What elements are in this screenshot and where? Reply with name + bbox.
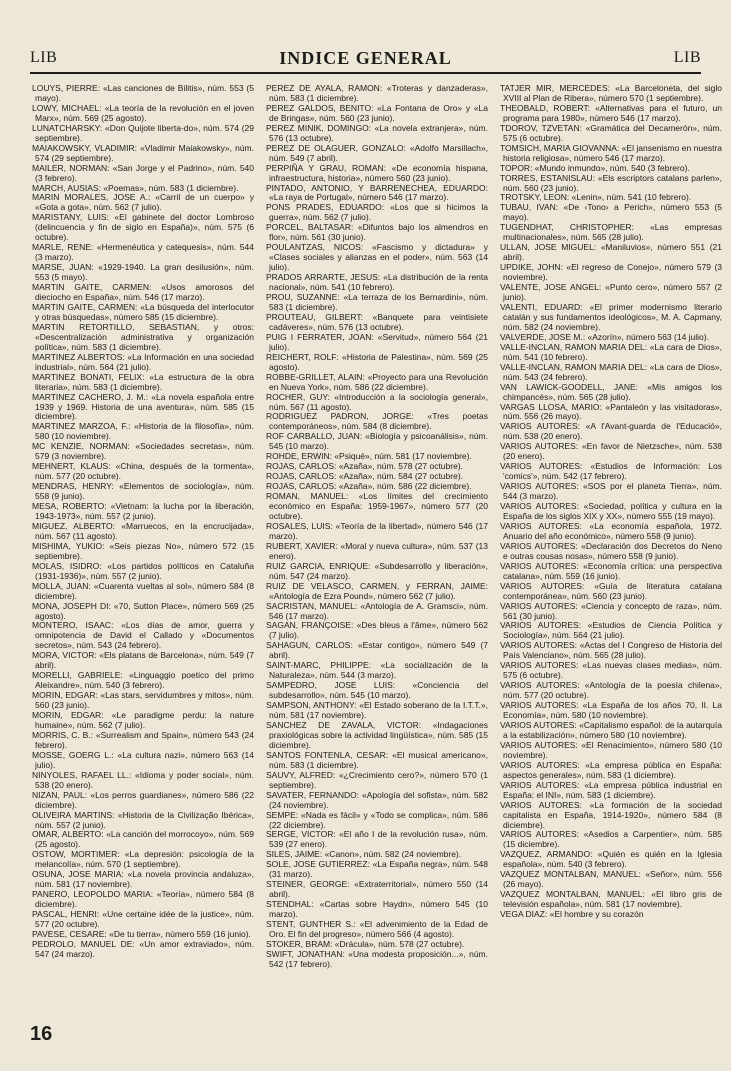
- index-entry: SOLE, JOSE GUTIERREZ: «La España negra», núm. 548 (31 marzo).: [266, 859, 488, 880]
- index-entry: SAMPSON, ANTHONY: «El Estado soberano de la I.T.T.», núm. 581 (17 noviembre).: [266, 700, 488, 721]
- index-entry: MAILER, NORMAN: «San Jorge y el Padrino», núm. 540 (3 febrero).: [32, 162, 254, 183]
- index-entry: ROJAS, CARLOS: «Azaña», núm. 584 (27 octubre).: [266, 471, 464, 482]
- header-rule: [30, 72, 701, 74]
- index-entry: ROJAS, CARLOS: «Azaña», núm. 586 (22 diciembre).: [266, 481, 472, 492]
- index-entry: STENT, GUNTHER S.: «El advenimiento de la Edad de Oro. El fin del progreso», número 566 (4 agosto).: [266, 919, 488, 940]
- index-column-2: [266, 84, 488, 970]
- index-entry: VARIOS AUTORES: «A l'Avant-guarda de l'Educació», núm. 538 (20 enero).: [500, 421, 722, 442]
- index-entry: PRADOS ARRARTE, JESUS: «La distribución de la renta nacional», núm. 541 (10 febrero).: [266, 272, 488, 293]
- index-entry: OLIVEIRA MARTINS: «Historia de la Civilização Ibérica», núm. 557 (2 junio).: [32, 809, 254, 830]
- index-entry: VARIOS AUTORES: «Declaración dos Decretos do Neno e outras cousas nosas», número 558 (9 junio).: [500, 540, 722, 561]
- index-entry: SAHAGUN, CARLOS: «Estar contigo», número 549 (7 abril).: [266, 640, 488, 661]
- index-entry: VARIOS AUTORES: «SOS por el planeta Tierra», núm. 544 (3 marzo).: [500, 481, 722, 502]
- index-entry: MISHIMA, YUKIO: «Seis piezas No», número 572 (15 septiembre).: [32, 540, 254, 561]
- index-entry: MARSE, JUAN: «1929-1940. La gran desilusión», núm. 553 (5 mayo).: [32, 262, 254, 283]
- index-entry: RODRIGUEZ PADRON, JORGE: «Tres poetas contemporáneos», núm. 584 (8 diciembre).: [266, 411, 488, 432]
- index-column-1: [32, 84, 254, 970]
- index-entry: VALLE-INCLAN, RAMON MARIA DEL: «La cara de Dios», núm. 543 (24 febrero).: [500, 361, 722, 382]
- index-entry: MC KENZIE, NORMAN: «Sociedades secretas», núm. 579 (3 noviembre).: [32, 441, 254, 462]
- index-entry: ULLAN, JOSE MIGUEL: «Maniluvios», número 551 (21 abril).: [500, 242, 722, 263]
- index-entry: PASCAL, HENRI: «Une certaine idée de la justice», núm. 577 (20 octubre).: [32, 909, 254, 930]
- index-entry: MARLE, RENE: «Hermenéutica y catequesis», núm. 544 (3 marzo).: [32, 242, 254, 263]
- index-entry: MARIN MORALES, JOSE A.: «Carril de un cuerpo» y «Gota a gota», núm. 562 (7 julio).: [32, 192, 254, 213]
- index-entry: VARIOS AUTORES: «La España de los años 70, II. La Economía», núm. 580 (10 noviembre).: [500, 700, 722, 721]
- index-entry: SAUVY, ALFRED: «¿Crecimiento cero?», número 570 (1 septiembre).: [266, 769, 488, 790]
- index-entry: VARIOS AUTORES: «Sociedad, política y cultura en la España de los siglos XIX y XX», número 555 (19 mayo).: [500, 501, 722, 521]
- index-entry: SAMPEDRO, JOSE LUIS: «Conciencia del subdesarrollo», núm. 545 (10 marzo).: [266, 680, 488, 701]
- index-entry: STOKER, BRAM: «Drácula», núm. 578 (27 octubre).: [266, 938, 465, 949]
- index-entry: ROF CARBALLO, JUAN: «Biología y psicoanálisis», núm. 545 (10 marzo).: [266, 431, 488, 452]
- index-entry: SEMPE: «Nada es fácil» y «Todo se complica», núm. 586 (22 diciembre).: [266, 809, 488, 830]
- index-entry: VARIOS AUTORES: «Estudios de Información: Los 'comics'», núm. 542 (17 febrero).: [500, 461, 722, 482]
- index-entry: PORCEL, BALTASAR: «Difuntos bajo los almendros en flor», núm. 561 (30 junio).: [266, 222, 488, 243]
- index-entry: OSTOW, MORTIMER: «La depresión: psicología de la melancolía», núm. 570 (1 septiembre).: [32, 849, 254, 870]
- index-entry: PERPIÑA Y GRAU, ROMAN: «De economía hispana, infraestructura, historia», número 560 (23 junio).: [266, 162, 488, 183]
- index-entry: TUBAU, IVAN: «De ‹Tono› a Perich», número 553 (5 mayo).: [500, 202, 722, 223]
- index-entry: ROBBE-GRILLET, ALAIN: «Proyecto para una Revolución en Nueva York», núm. 586 (22 diciembre).: [266, 371, 488, 392]
- index-entry: LOUYS, PIERRE: «Las canciones de Bilitis», núm. 553 (5 mayo).: [32, 83, 254, 103]
- index-entry: LOWY, MICHAEL: «La teoría de la revolución en el joven Marx», núm. 569 (25 agosto).: [32, 102, 254, 123]
- page-number: 16: [30, 1023, 53, 1045]
- index-entry: TOPOR: «Mundo inmundo», núm. 540 (3 febrero).: [500, 162, 690, 173]
- index-entry: RUBERT, XAVIER: «Moral y nueva cultura», núm. 537 (13 enero).: [266, 540, 488, 561]
- index-entry: VAN LAWICK-GOODELL, JANE: «Mis amigos los chimpancés», núm. 565 (28 julio).: [500, 381, 722, 402]
- index-entry: VARIOS AUTORES: «Actas del I Congreso de Historia del País Valenciano», núm. 565 (28 julio).: [500, 640, 722, 661]
- index-entry: NINYOLES, RAFAEL LL.: «Idioma y poder social», núm. 538 (20 enero).: [32, 769, 254, 790]
- index-entry: PEREZ GALDOS, BENITO: «La Fontana de Oro» y «La de Bringas», núm. 560 (23 junio).: [266, 102, 488, 123]
- index-entry: TUGENDHAT, CHRISTOPHER: «Las empresas multinacionales», núm. 565 (28 julio).: [500, 222, 722, 243]
- index-entry: RUIZ DE VELASCO, CARMEN, y FERRAN, JAIME: «Antología de Ezra Pound», número 562 (7 julio).: [266, 580, 488, 601]
- index-entry: MARTIN GAITE, CARMEN: «Usos amorosos del dieciocho en España», núm. 546 (17 marzo).: [32, 282, 254, 303]
- index-entry: TDOROV, TZVETAN: «Gramática del Decamerón», núm. 575 (6 octubre).: [500, 122, 722, 143]
- index-entry: PEREZ MINIK, DOMINGO: «La novela extranjera», núm. 576 (13 octubre).: [266, 122, 488, 143]
- index-entry: THEOBALD, ROBERT: «Alternativas para el futuro, un programa para 1980», número 546 (17 marzo).: [500, 102, 722, 123]
- index-entry: VARIOS AUTORES: «Las nuevas clases medias», núm. 575 (6 octubre).: [500, 660, 722, 681]
- running-header: [30, 46, 701, 70]
- index-entry: MARTINEZ MARZOA, F.: «Historia de la filosofía», núm. 580 (10 noviembre).: [32, 421, 254, 442]
- index-entry: MONTERO, ISAAC: «Los días de amor, guerra y omnipotencia de David el Callado y «Documentos secretos», núm. 543 (24 febrero).: [32, 620, 254, 651]
- header-left-guideword: LIB: [30, 49, 58, 66]
- index-entry: MOLAS, ISIDRO: «Los partidos políticos en Cataluña (1931-1936)», núm. 557 (2 junio).: [32, 560, 254, 581]
- index-entry: MENDRAS, HENRY: «Elementos de sociología», núm. 558 (9 junio).: [32, 481, 254, 502]
- index-entry: UPDIKE, JOHN: «El regreso de Conejo», número 579 (3 noviembre).: [500, 262, 722, 283]
- index-entry: TROTSKY, LEON: «Lenin», núm. 541 (10 febrero).: [500, 192, 692, 203]
- index-entry: SANTOS FONTENLA, CESAR: «El musical americano», núm. 583 (1 diciembre).: [266, 749, 488, 770]
- index-entry: PROU, SUZANNE: «La terraza de los Bernardini», núm. 583 (1 diciembre).: [266, 292, 488, 312]
- index-entry: POULANTZAS, NICOS: «Fascismo y dictadura» y «Clases sociales y alianzas en el poder», núm. 563 (14 julio).: [266, 242, 488, 273]
- index-entry: MONA, JOSEPH DI: «70, Sutton Place», número 569 (25 agosto).: [32, 600, 254, 621]
- index-entry: ROHDE, ERWIN: «Psiqué», núm. 581 (17 noviembre).: [266, 451, 472, 462]
- index-entry: STEINER, GEORGE: «Extraterritorial», número 550 (14 abril).: [266, 879, 488, 900]
- index-entry: OMAR, ALBERTO: «La canción del morrocoyo», núm. 569 (25 agosto).: [32, 829, 254, 850]
- index-entry: VARIOS AUTORES: «En favor de Nietzsche», núm. 538 (20 enero).: [500, 441, 722, 462]
- index-entry: VALVERDE, JOSE M.: «Azorín», número 563 (14 julio).: [500, 331, 709, 342]
- index-entry: VARIOS AUTORES: «Estudios de Ciencia Política y Sociología», núm. 564 (21 julio).: [500, 620, 722, 641]
- index-columns: [32, 84, 722, 970]
- index-entry: MARCH, AUSIAS: «Poemas», núm. 583 (1 diciembre).: [32, 182, 239, 193]
- index-entry: TATJER MIR, MERCEDES: «La Barceloneta, del siglo XVIII al Plan de Ribera», número 570 (1 septiembre).: [500, 83, 722, 103]
- index-entry: PINTADO, ANTONIO, Y BARRENECHEA, EDUARDO: «La raya de Portugal», número 546 (17 marzo).: [266, 182, 488, 203]
- index-entry: MIGUEZ, ALBERTO: «Marruecos, en la encrucijada», núm. 567 (11 agosto).: [32, 520, 254, 541]
- index-entry: VALENTI, EDUARD: «El primer modernismo literario catalán y sus fundamentos ideológicos», M. A. Capmany, núm. 582 (24 noviembre).: [500, 301, 722, 332]
- index-entry: SAINT-MARC, PHILIPPE: «La socialización de la Naturaleza», núm. 544 (3 marzo).: [266, 660, 488, 681]
- index-entry: SILES, JAIME: «Canon», núm. 582 (24 noviembre).: [266, 849, 462, 860]
- index-entry: MOSSE, GOERG L.: «La cultura nazi», número 563 (14 julio).: [32, 749, 254, 770]
- index-entry: ROSALES, LUIS: «Teoría de la libertad», número 546 (17 marzo).: [266, 520, 488, 541]
- index-entry: PONS PRADES, EDUARDO: «Los que si hicimos la guerra», núm. 562 (7 julio).: [266, 202, 488, 223]
- index-column-3: [500, 84, 722, 970]
- index-entry: ROJAS, CARLOS: «Azaña», núm. 578 (27 octubre).: [266, 461, 464, 472]
- index-entry: MORELLI, GABRIELE: «Linguaggio poetico del primo Aleixandre», núm. 540 (3 febrero).: [32, 670, 254, 691]
- index-entry: MAIAKOWSKY, VLADIMIR: «Vladimir Maiakowsky», núm. 574 (29 septiembre).: [32, 142, 254, 163]
- index-entry: VAZQUEZ MONTALBAN, MANUEL: «Señor», núm. 556 (26 mayo).: [500, 869, 722, 890]
- index-entry: VARGAS LLOSA, MARIO: «Pantaleón y las visitadoras», núm. 556 (26 mayo).: [500, 401, 722, 422]
- index-entry: VAZQUEZ, ARMANDO: «Quién es quién en la Iglesia española», núm. 540 (3 febrero).: [500, 849, 722, 870]
- index-entry: SACRISTAN, MANUEL: «Antología de A. Gramsci», núm. 546 (17 marzo).: [266, 600, 488, 621]
- index-entry: PEDROLO, MANUEL DE: «Un amor extraviado», núm. 547 (24 marzo).: [32, 938, 254, 959]
- index-entry: MARTINEZ ALBERTOS: «La Información en una sociedad industrial», núm. 564 (21 julio).: [32, 351, 254, 372]
- index-entry: VALENTE, JOSE ANGEL: «Punto cero», número 557 (2 junio).: [500, 282, 722, 303]
- index-entry: VAZQUEZ MONTALBAN, MANUEL: «El libro gris de televisión española», núm. 581 (17 noviembre).: [500, 889, 722, 910]
- header-right-guideword: LIB: [673, 49, 701, 66]
- index-entry: TOMSICH, MARIA GIOVANNA: «El jansenismo en nuestra historia religiosa», número 546 (17 marzo).: [500, 142, 722, 163]
- index-entry: VARIOS AUTORES: «La economía española, 1972. Anuario del año económico», número 558 (9 junio).: [500, 520, 722, 541]
- index-entry: MEHNERT, KLAUS: «China, después de la tormenta», núm. 577 (20 octubre).: [32, 461, 254, 482]
- index-entry: MOLLA, JUAN: «Cuarenta vueltas al sol», número 584 (8 diciembre).: [32, 580, 254, 601]
- index-entry: MORA, VICTOR: «Els platans de Barcelona», núm. 549 (7 abril).: [32, 650, 254, 671]
- index-entry: MARTIN GAITE, CARMEN: «La búsqueda del interlocutor y otras búsquedas», número 585 (15 diciembre).: [32, 301, 254, 322]
- index-entry: VARIOS AUTORES: «Ciencia y concepto de raza», núm. 561 (30 junio).: [500, 600, 722, 621]
- index-entry: REICHERT, ROLF: «Historia de Palestina», núm. 569 (25 agosto).: [266, 351, 488, 372]
- index-entry: MESA, ROBERTO: «Vietnam: la lucha por la liberación, 1943-1973», núm. 557 (2 junio).: [32, 501, 254, 521]
- index-entry: PAVESE, CESARE: «De tu tierra», número 559 (16 junio).: [32, 929, 251, 940]
- index-entry: VARIOS AUTORES: «Antología de la poesía chilena», núm. 577 (20 octubre).: [500, 680, 722, 701]
- index-entry: VARIOS AUTORES: «Economía crítica: una perspectiva catalana», núm. 559 (16 junio).: [500, 560, 722, 581]
- index-entry: STENDHAL: «Cartas sobre Haydn», número 545 (10 marzo).: [266, 899, 488, 920]
- index-entry: SAVATER, FERNANDO: «Apología del sofista», núm. 582 (24 noviembre).: [266, 789, 488, 810]
- index-entry: TORRES, ESTANISLAU: «Els escriptors catalans parlen», núm. 560 (23 junio).: [500, 172, 722, 193]
- index-entry: PUIG I FERRATER, JOAN: «Servitud», número 564 (21 julio).: [266, 331, 488, 352]
- index-entry: MORIN, EDGAR: «Le paradigme perdu: la nature humaine», núm. 562 (7 julio).: [32, 710, 254, 730]
- index-entry: MARISTANY, LUIS: «El gabinete del doctor Lombroso (delincuencia y fin de siglo en España)», núm. 575 (6 octubre).: [32, 212, 254, 243]
- index-entry: VARIOS AUTORES: «El Renacimiento», número 580 (10 noviembre).: [500, 739, 722, 760]
- index-entry: VARIOS AUTORES: «Guía de literatura catalana contemporánea», núm. 560 (23 junio).: [500, 580, 722, 601]
- index-entry: VARIOS AUTORES: «La empresa pública en España: aspectos generales», núm. 583 (1 diciembre).: [500, 759, 722, 780]
- index-entry: VALLE-INCLAN, RAMON MARIA DEL: «La cara de Dios», núm. 541 (10 febrero).: [500, 341, 722, 362]
- index-entry: SANCHEZ DE ZAVALA, VICTOR: «Indagaciones praxiológicas sobre la actividad lingüística», núm. 585 (15 diciembre).: [266, 720, 488, 750]
- index-entry: LUNATCHARSKY: «Don Quijote liberta-do», núm. 574 (29 septiembre).: [32, 122, 254, 143]
- index-entry: PROUTEAU, GILBERT: «Banquete para veintisiete cadáveres», núm. 576 (13 octubre).: [266, 311, 488, 332]
- index-entry: ROMAN, MANUEL: «Los límites del crecimiento económico en España: 1959-1967», número 577 (20 octubre).: [266, 491, 488, 521]
- index-entry: MARTINEZ BONATI, FELIX: «La estructura de la obra literaria», núm. 583 (1 diciembre).: [32, 371, 254, 392]
- index-entry: OSUNA, JOSE MARIA: «La novela provincia andaluza», núm. 581 (17 noviembre).: [32, 869, 254, 890]
- index-entry: VARIOS AUTORES: «La formación de la sociedad capitalista en España, 1914-1920», número 584 (8 diciembre).: [500, 799, 722, 830]
- index-entry: VEGA DIAZ: «El hombre y su corazón: [500, 909, 644, 920]
- index-entry: MORIN, EDGAR: «Las stars, servidumbres y mitos», núm. 560 (23 junio).: [32, 690, 254, 711]
- index-entry: VARIOS AUTORES: «La empresa pública industrial en España: el INI», núm. 583 (1 diciembre).: [500, 779, 722, 800]
- index-entry: NIZAN, PAUL: «Los perros guardianes», número 586 (22 diciembre).: [32, 789, 254, 810]
- index-entry: RUIZ GARCIA, ENRIQUE: «Subdesarrollo y liberación», núm. 547 (24 marzo).: [266, 560, 488, 581]
- page-title: INDICE GENERAL: [279, 47, 452, 68]
- index-entry: PANERO, LEOPOLDO MARIA: «Teoría», número 584 (8 diciembre).: [32, 889, 254, 910]
- index-entry: VARIOS AUTORES: «Asedios a Carpentier», núm. 585 (15 diciembre).: [500, 829, 722, 850]
- index-entry: SAGAN, FRANÇOISE: «Des bleus a l'âme», número 562 (7 julio).: [266, 620, 488, 641]
- index-entry: PEREZ DE AYALA, RAMON: «Troteras y danzaderas», núm. 583 (1 diciembre).: [266, 83, 488, 103]
- index-entry: ROCHER, GUY: «Introducción a la sociología general», núm. 567 (11 agosto).: [266, 391, 488, 412]
- index-entry: SERGE, VICTOR: «El año I de la revolución rusa», núm. 539 (27 enero).: [266, 829, 488, 850]
- index-entry: MARTINEZ CACHERO, J. M.: «La novela española entre 1939 y 1969. Historia de una aventura», núm. 585 (15 diciembre).: [32, 391, 254, 422]
- index-entry: PEREZ DE OLAGUER, GONZALO: «Adolfo Marsillach», núm. 549 (7 abril).: [266, 142, 488, 163]
- index-entry: VARIOS AUTORES: «Capitalismo español: de la autarquía a la estabilización», número 580 (10 noviembre).: [500, 720, 722, 740]
- index-entry: MARTIN RETORTILLO, SEBASTIAN, y otros: «Descentralización administrativa y organización política», núm. 583 (1 diciembre).: [32, 321, 254, 352]
- index-entry: MORRIS, C. B.: «Surrealism and Spain», número 543 (24 febrero).: [32, 729, 254, 750]
- index-entry: SWIFT, JONATHAN: «Una modesta proposición...», núm. 542 (17 febrero).: [266, 948, 488, 969]
